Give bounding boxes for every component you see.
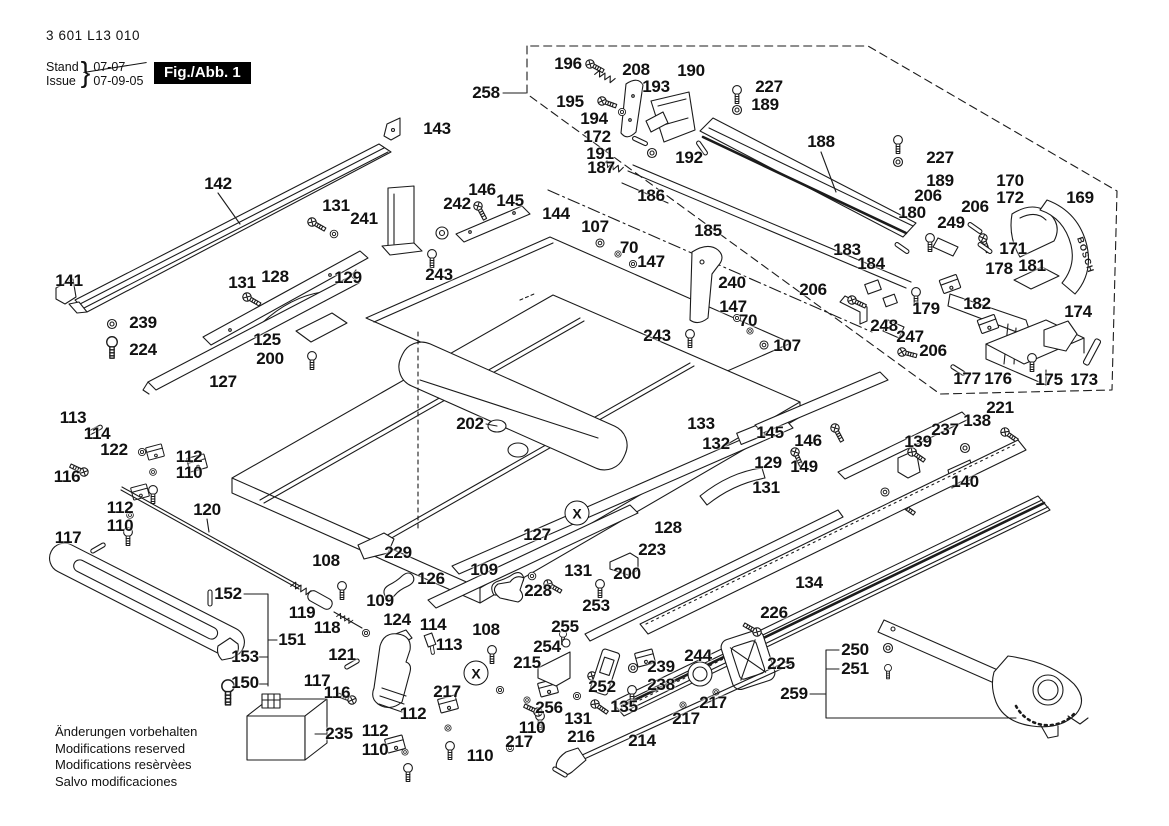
- issue-label: Issue: [46, 73, 76, 88]
- old-date: 07-07: [93, 59, 126, 74]
- footer-line: Salvo modificaciones: [55, 773, 178, 789]
- part-label-229: 229: [384, 543, 412, 562]
- part-label-243: 243: [425, 265, 453, 284]
- part-label-175: 175: [1035, 370, 1063, 389]
- brand-text: BOSCH: [1075, 235, 1097, 275]
- part-number: 3 601 L13 010: [46, 28, 141, 43]
- part-label-109: 109: [366, 591, 394, 610]
- part-label-217: 217: [505, 732, 533, 751]
- part-label-110: 110: [518, 718, 546, 737]
- part-label-146: 146: [468, 180, 496, 199]
- part-label-172: 172: [996, 188, 1024, 207]
- part-label-185: 185: [694, 221, 722, 240]
- part-label-172: 172: [583, 127, 611, 146]
- part-label-243: 243: [643, 326, 671, 345]
- revision-block: [46, 57, 143, 90]
- part-label-128: 128: [261, 267, 289, 286]
- part-label-145: 145: [496, 191, 524, 210]
- part-label-131: 131: [322, 196, 350, 215]
- part-label-112: 112: [175, 447, 203, 466]
- part-label-254: 254: [533, 637, 561, 656]
- part-label-131: 131: [564, 709, 592, 728]
- part-label-149: 149: [790, 457, 818, 476]
- part-label-118: 118: [313, 618, 341, 637]
- part-label-122: 122: [100, 440, 128, 459]
- part-label-253: 253: [582, 596, 610, 615]
- part-label-250: 250: [841, 640, 869, 659]
- part-label-252: 252: [588, 677, 616, 696]
- part-label-145: 145: [756, 423, 784, 442]
- part-label-110: 110: [175, 463, 203, 482]
- x-marker: X: [565, 501, 590, 526]
- footer-line: Modifications reserved: [55, 740, 186, 756]
- part-label-124: 124: [383, 610, 411, 629]
- part-label-193: 193: [642, 77, 670, 96]
- part-label-247: 247: [896, 327, 924, 346]
- part-label-244: 244: [684, 646, 712, 665]
- part-label-110: 110: [361, 740, 389, 759]
- part-label-176: 176: [984, 369, 1012, 388]
- part-label-251: 251: [841, 659, 869, 678]
- part-label-221: 221: [986, 398, 1014, 417]
- part-label-227: 227: [755, 77, 783, 96]
- part-label-116: 116: [323, 683, 351, 702]
- part-label-240: 240: [718, 273, 746, 292]
- part-label-187: 187: [587, 158, 615, 177]
- part-label-177: 177: [953, 369, 981, 388]
- part-label-135: 135: [610, 697, 638, 716]
- part-label-114: 114: [419, 615, 447, 634]
- part-label-112: 112: [106, 498, 134, 517]
- part-label-184: 184: [857, 254, 885, 273]
- part-label-237: 237: [931, 420, 959, 439]
- stand-label: Stand: [46, 59, 79, 74]
- part-label-144: 144: [542, 204, 570, 223]
- header: [46, 28, 143, 90]
- part-label-114: 114: [83, 424, 111, 443]
- part-label-173: 173: [1070, 370, 1098, 389]
- part-label-112: 112: [399, 704, 427, 723]
- footer-line: Modifications resèrvèes: [55, 757, 192, 772]
- part-label-152: 152: [214, 584, 242, 603]
- part-label-206: 206: [919, 341, 947, 360]
- part-label-139: 139: [904, 432, 932, 451]
- part-label-108: 108: [472, 620, 500, 639]
- part-label-224: 224: [129, 340, 157, 359]
- part-label-206: 206: [799, 280, 827, 299]
- part-label-141: 141: [55, 271, 83, 290]
- footer-line: Änderungen vorbehalten: [55, 724, 198, 739]
- part-label-107: 107: [773, 336, 801, 355]
- part-label-206: 206: [961, 197, 989, 216]
- part-label-186: 186: [637, 186, 665, 205]
- part-label-174: 174: [1064, 302, 1092, 321]
- part-label-116: 116: [53, 467, 81, 486]
- part-label-228: 228: [524, 581, 552, 600]
- part-label-249: 249: [937, 213, 965, 232]
- part-label-132: 132: [702, 434, 730, 453]
- part-label-121: 121: [328, 645, 356, 664]
- part-label-217: 217: [699, 693, 727, 712]
- part-label-142: 142: [204, 174, 232, 193]
- part-label-242: 242: [443, 194, 471, 213]
- part-label-248: 248: [870, 316, 898, 335]
- part-label-256: 256: [535, 698, 563, 717]
- part-label-110: 110: [106, 516, 134, 535]
- part-label-181: 181: [1018, 256, 1046, 275]
- part-label-239: 239: [647, 657, 675, 676]
- part-label-127: 127: [523, 525, 551, 544]
- part-label-200: 200: [256, 349, 284, 368]
- part-label-143: 143: [423, 119, 451, 138]
- part-label-147: 147: [719, 297, 747, 316]
- part-label-214: 214: [628, 731, 656, 750]
- part-label-217: 217: [672, 709, 700, 728]
- part-label-110: 110: [466, 746, 494, 765]
- part-label-113: 113: [435, 635, 463, 654]
- part-label-208: 208: [622, 60, 650, 79]
- part-label-133: 133: [687, 414, 715, 433]
- part-label-183: 183: [833, 240, 861, 259]
- part-label-259: 259: [780, 684, 808, 703]
- part-label-117: 117: [303, 671, 331, 690]
- part-label-241: 241: [350, 209, 378, 228]
- part-label-108: 108: [312, 551, 340, 570]
- part-label-189: 189: [926, 171, 954, 190]
- part-label-227: 227: [926, 148, 954, 167]
- part-label-223: 223: [638, 540, 666, 559]
- brace-glyph: }: [80, 57, 91, 89]
- part-label-140: 140: [951, 472, 979, 491]
- part-label-128: 128: [654, 518, 682, 537]
- part-label-131: 131: [752, 478, 780, 497]
- part-label-112: 112: [361, 721, 389, 740]
- part-label-147: 147: [637, 252, 665, 271]
- part-label-192: 192: [675, 148, 703, 167]
- new-date: 07-09-05: [93, 73, 144, 88]
- part-label-217: 217: [433, 682, 461, 701]
- part-label-129: 129: [754, 453, 782, 472]
- part-label-188: 188: [807, 132, 835, 151]
- part-label-134: 134: [795, 573, 823, 592]
- part-label-182: 182: [963, 294, 991, 313]
- part-label-153: 153: [231, 647, 259, 666]
- part-label-129: 129: [334, 268, 362, 287]
- part-label-170: 170: [996, 171, 1024, 190]
- part-label-131: 131: [228, 273, 256, 292]
- part-label-194: 194: [580, 109, 608, 128]
- part-label-107: 107: [581, 217, 609, 236]
- footer-notes: [55, 724, 197, 790]
- part-label-169: 169: [1066, 188, 1094, 207]
- part-label-226: 226: [760, 603, 788, 622]
- part-label-225: 225: [767, 654, 795, 673]
- part-label-113: 113: [59, 408, 87, 427]
- part-label-131: 131: [564, 561, 592, 580]
- part-label-196: 196: [554, 54, 582, 73]
- part-label-191: 191: [586, 144, 614, 163]
- part-label-202: 202: [456, 414, 484, 433]
- part-label-190: 190: [677, 61, 705, 80]
- part-label-235: 235: [325, 724, 353, 743]
- part-label-146: 146: [794, 431, 822, 450]
- part-label-109: 109: [470, 560, 498, 579]
- part-label-70: 70: [619, 238, 639, 257]
- part-label-255: 255: [551, 617, 579, 636]
- part-label-178: 178: [985, 259, 1013, 278]
- part-label-125: 125: [253, 330, 281, 349]
- part-label-150: 150: [231, 673, 259, 692]
- part-label-216: 216: [567, 727, 595, 746]
- part-label-70: 70: [738, 311, 758, 330]
- part-label-206: 206: [914, 186, 942, 205]
- part-label-151: 151: [278, 630, 306, 649]
- part-label-189: 189: [751, 95, 779, 114]
- part-label-119: 119: [288, 603, 316, 622]
- part-label-258: 258: [472, 83, 500, 102]
- part-label-127: 127: [209, 372, 237, 391]
- figure-badge: Fig./Abb. 1: [154, 62, 251, 84]
- part-label-239: 239: [129, 313, 157, 332]
- part-label-195: 195: [556, 92, 584, 111]
- part-label-200: 200: [613, 564, 641, 583]
- part-label-171: 171: [999, 239, 1027, 258]
- part-label-117: 117: [54, 528, 82, 547]
- part-label-238: 238: [647, 675, 675, 694]
- part-label-180: 180: [898, 203, 926, 222]
- x-marker: X: [464, 661, 489, 686]
- part-label-120: 120: [193, 500, 221, 519]
- part-label-126: 126: [417, 569, 445, 588]
- part-label-215: 215: [513, 653, 541, 672]
- part-label-179: 179: [912, 299, 940, 318]
- part-label-138: 138: [963, 411, 991, 430]
